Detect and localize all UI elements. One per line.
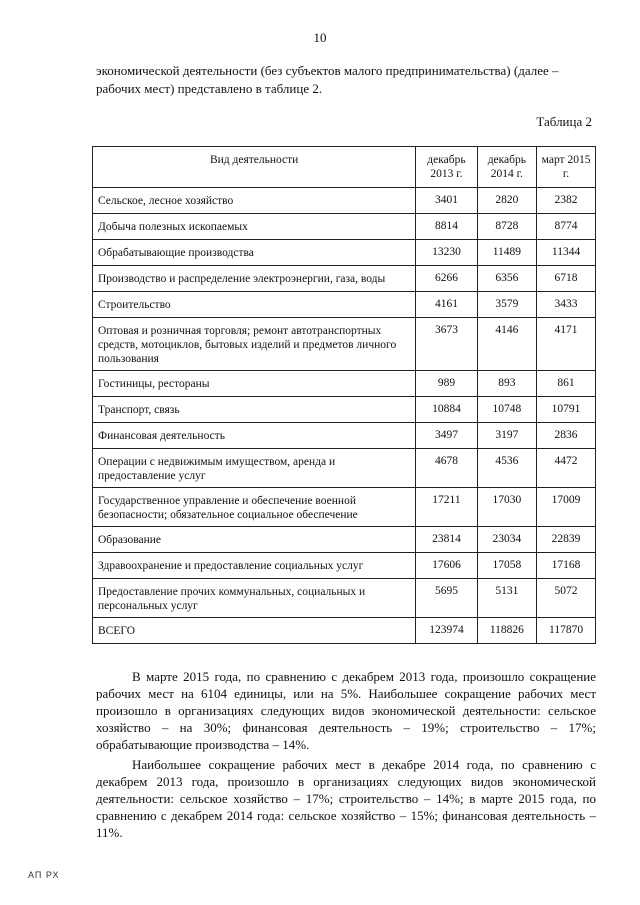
cell-mar-2015: 8774: [537, 214, 596, 240]
cell-mar-2015: 861: [537, 371, 596, 397]
cell-dec-2013: 3673: [416, 318, 477, 371]
cell-mar-2015: 3433: [537, 292, 596, 318]
row-name: Строительство: [93, 292, 416, 318]
cell-dec-2013: 23814: [416, 527, 477, 553]
row-name: Здравоохранение и предоставление социальных услуг: [93, 553, 416, 579]
cell-dec-2014: 2820: [477, 188, 536, 214]
cell-mar-2015: 5072: [537, 579, 596, 618]
table-row: [93, 527, 596, 553]
row-name: Операции с недвижимым имуществом, аренда и предоставление услуг: [93, 449, 416, 488]
cell-dec-2014: 4146: [477, 318, 536, 371]
cell-dec-2014: 3579: [477, 292, 536, 318]
cell-dec-2013: 17606: [416, 553, 477, 579]
cell-dec-2014: 5131: [477, 579, 536, 618]
table-row: [93, 266, 596, 292]
cell-dec-2014: 17058: [477, 553, 536, 579]
table-row: [93, 553, 596, 579]
row-name: Предоставление прочих коммунальных, социальных и персональных услуг: [93, 579, 416, 618]
cell-mar-2015: 10791: [537, 397, 596, 423]
table-row: [93, 397, 596, 423]
row-name: Образование: [93, 527, 416, 553]
cell-dec-2013: 989: [416, 371, 477, 397]
table-row: [93, 318, 596, 371]
cell-mar-2015: 4171: [537, 318, 596, 371]
header-mar-2015: март 2015 г.: [537, 147, 596, 188]
table-row: [93, 579, 596, 618]
cell-mar-2015: 6718: [537, 266, 596, 292]
cell-mar-2015: 11344: [537, 240, 596, 266]
cell-dec-2013: 4161: [416, 292, 477, 318]
cell-dec-2013: 8814: [416, 214, 477, 240]
cell-dec-2013: 10884: [416, 397, 477, 423]
cell-dec-2014: 11489: [477, 240, 536, 266]
intro-text: экономической деятельности (без субъектов малого предпринимательства) (далее – рабочих мест) представлено в таблице 2.: [96, 63, 559, 96]
cell-dec-2014: 4536: [477, 449, 536, 488]
table-row: [93, 188, 596, 214]
row-name: Финансовая деятельность: [93, 423, 416, 449]
table-row: [93, 423, 596, 449]
row-name: Производство и распределение электроэнергии, газа, воды: [93, 266, 416, 292]
row-name: Государственное управление и обеспечение военной безопасности; обязательное социальное обеспечение: [93, 488, 416, 527]
row-name: ВСЕГО: [93, 618, 416, 644]
cell-dec-2014: 8728: [477, 214, 536, 240]
row-name: Гостиницы, рестораны: [93, 371, 416, 397]
row-name: Обрабатывающие производства: [93, 240, 416, 266]
cell-dec-2014: 10748: [477, 397, 536, 423]
header-dec-2013: декабрь 2013 г.: [416, 147, 477, 188]
page-number: 10: [313, 30, 327, 45]
table-row: [93, 449, 596, 488]
cell-dec-2013: 17211: [416, 488, 477, 527]
paragraph-1: В марте 2015 года, по сравнению с декабрем 2013 года, произошло сокращение рабочих мест на 6104 единицы, или на 5%. Наибольшее сокращение рабочих мест произошло в организациях следующих видов экономической деятельности: сельское хозяйство – на 30%; финансовая деятельность – 19%; строительство – 17%; обрабатывающие производства – 14%.: [96, 669, 596, 752]
header-dec-2014: декабрь 2014 г.: [477, 147, 536, 188]
cell-mar-2015: 17168: [537, 553, 596, 579]
row-name: Оптовая и розничная торговля; ремонт автотранспортных средств, мотоциклов, бытовых изделий и предметов личного пользования: [93, 318, 416, 371]
cell-dec-2013: 3497: [416, 423, 477, 449]
cell-mar-2015: 117870: [537, 618, 596, 644]
cell-dec-2013: 13230: [416, 240, 477, 266]
table-row: [93, 214, 596, 240]
table-row: [93, 371, 596, 397]
cell-dec-2014: 6356: [477, 266, 536, 292]
table-row: [93, 488, 596, 527]
cell-dec-2014: 893: [477, 371, 536, 397]
cell-mar-2015: 2836: [537, 423, 596, 449]
cell-dec-2013: 5695: [416, 579, 477, 618]
table-row: [93, 240, 596, 266]
cell-mar-2015: 22839: [537, 527, 596, 553]
cell-dec-2014: 23034: [477, 527, 536, 553]
cell-mar-2015: 2382: [537, 188, 596, 214]
header-activity: Вид деятельности: [93, 147, 416, 188]
row-name: Добыча полезных ископаемых: [93, 214, 416, 240]
table-total-row: [93, 618, 596, 644]
table-caption: Таблица 2: [536, 114, 592, 129]
cell-mar-2015: 4472: [537, 449, 596, 488]
cell-dec-2014: 3197: [477, 423, 536, 449]
cell-dec-2013: 4678: [416, 449, 477, 488]
footer-mark: АП РХ: [28, 870, 60, 880]
cell-dec-2014: 17030: [477, 488, 536, 527]
row-name: Сельское, лесное хозяйство: [93, 188, 416, 214]
cell-dec-2014: 118826: [477, 618, 536, 644]
paragraph-2: Наибольшее сокращение рабочих мест в декабре 2014 года, по сравнению с декабрем 2013 года, произошло в организациях следующих видов экономической деятельности: сельское хозяйство – 17%; строительство – 14%; в марте 2015 года, по сравнению с декабрем 2014 года: сельское хозяйство – 15%; финансовая деятельность – 11%.: [96, 757, 596, 840]
cell-dec-2013: 6266: [416, 266, 477, 292]
row-name: Транспорт, связь: [93, 397, 416, 423]
cell-dec-2013: 123974: [416, 618, 477, 644]
table-header-row: [93, 147, 596, 188]
employment-table: [92, 146, 596, 644]
cell-dec-2013: 3401: [416, 188, 477, 214]
cell-mar-2015: 17009: [537, 488, 596, 527]
table-row: [93, 292, 596, 318]
